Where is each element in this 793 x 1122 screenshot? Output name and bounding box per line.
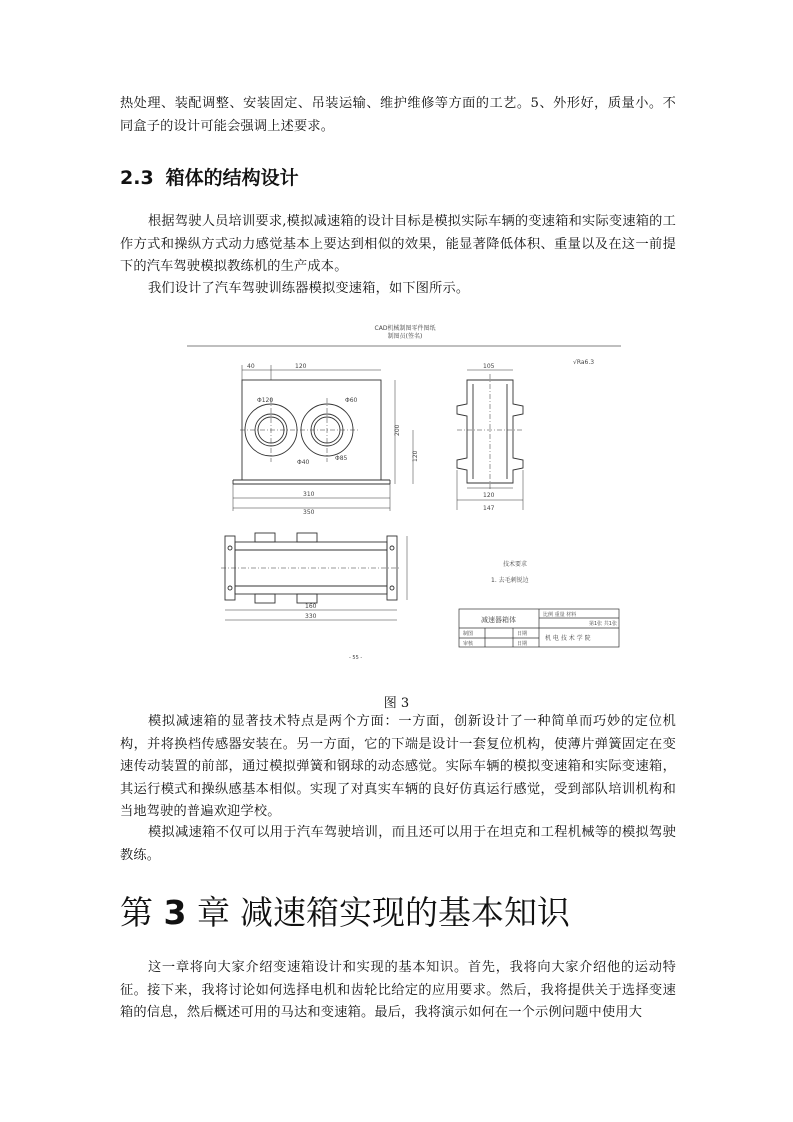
dim-phi40: Φ40 <box>297 459 310 466</box>
technical-drawing <box>185 318 625 663</box>
title-block-checked: 审核 <box>463 641 474 647</box>
dim-200: 200 <box>394 424 401 436</box>
section-heading <box>120 163 299 190</box>
dim-phi60: Φ60 <box>345 397 358 404</box>
dim-310: 310 <box>303 491 315 498</box>
chapter-prefix: 第 <box>120 893 153 932</box>
roughness-symbol: √Ra6.3 <box>573 359 595 366</box>
section-number: 2.3 <box>120 167 154 189</box>
dim-330: 330 <box>305 613 317 620</box>
dim-147: 147 <box>483 505 495 512</box>
drawing-title: CAD机械制图零件图纸 <box>374 325 436 332</box>
title-block <box>459 609 619 647</box>
dim-phi85: Φ85 <box>335 455 348 462</box>
dim-120-side: 120 <box>412 450 419 462</box>
paragraph-4: 模拟减速箱不仅可以用于汽车驾驶培训，而且还可以用于在坦克和工程机械等的模拟驾驶教练。 <box>120 825 676 863</box>
section-title: 箱体的结构设计 <box>165 167 299 189</box>
tech-req-item: 1. 去毛刺锐边 <box>491 577 529 584</box>
front-view <box>233 365 413 511</box>
dim-160: 160 <box>305 603 317 610</box>
section-paragraph-2: 我们设计了汽车驾驶训练器模拟变速箱，如下图所示。 <box>148 281 470 296</box>
title-block-name: 减速器箱体 <box>481 616 516 624</box>
title-block-date1: 日期 <box>517 631 528 637</box>
drawing-subtitle: 制图员(签名) <box>387 333 423 340</box>
dim-350: 350 <box>303 509 315 516</box>
title-block-scale: 比例 重量 材料 <box>543 612 577 618</box>
side-view <box>457 370 523 510</box>
dim-phi120: Φ120 <box>257 397 274 404</box>
dim-40: 40 <box>247 363 255 370</box>
title-block-sheet: 第1张 共1张 <box>589 621 617 627</box>
dim-120-top: 120 <box>295 363 307 370</box>
title-block-date2: 日期 <box>517 641 528 647</box>
section-paragraph-1: 根据驾驶人员培训要求,模拟减速箱的设计目标是模拟实际车辆的变速箱和实际变速箱的工作方式和操纵方式动力感觉基本上要达到相似的效果，能显著降低体积、重量以及在这一前提下的汽车驾驶模拟教练机的生产成本。 <box>120 214 676 274</box>
intro-paragraph: 热处理、装配调整、安装固定、吊装运输、维护维修等方面的工艺。5、外形好，质量小。不同盒子的设计可能会强调上述要求。 <box>120 96 676 134</box>
title-block-drawn: 制图 <box>463 631 474 637</box>
chapter-title: 减速箱实现的基本知识 <box>239 893 570 932</box>
figure-caption: 图 3 <box>383 696 410 711</box>
dim-120-bottom: 120 <box>483 492 495 499</box>
paragraph-3: 模拟减速箱的显著技术特点是两个方面：一方面，创新设计了一种简单而巧妙的定位机构，并将换档传感器安装在。另一方面，它的下端是设计一套复位机构，使薄片弹簧固定在变速传动装置的前部，通过模拟弹簧和钢球的动态感觉。实际车辆的模拟变速箱和实际变速箱，其运行模式和操纵感基本相似。实现了对真实车辆的良好仿真运行感觉，受到部队培训机构和当地驾驶的普遍欢迎学校。 <box>120 714 676 819</box>
dim-105: 105 <box>483 363 495 370</box>
chapter-number: 3 <box>163 893 187 932</box>
tech-req-title: 技术要求 <box>503 561 528 568</box>
title-block-school: 机 电 技 术 学 院 <box>545 635 591 642</box>
chapter-heading <box>120 887 570 934</box>
drawing-page-number: - 55 - <box>349 655 363 661</box>
paragraph-5: 这一章将向大家介绍变速箱设计和实现的基本知识。首先，我将向大家介绍他的运动特征。接下来，我将讨论如何选择电机和齿轮比给定的应用要求。然后，我将提供关于选择变速箱的信息，然后概述可用的马达和变速箱。最后，我将演示如何在一个示例问题中使用大 <box>120 960 676 1020</box>
chapter-suffix: 章 <box>196 893 230 932</box>
